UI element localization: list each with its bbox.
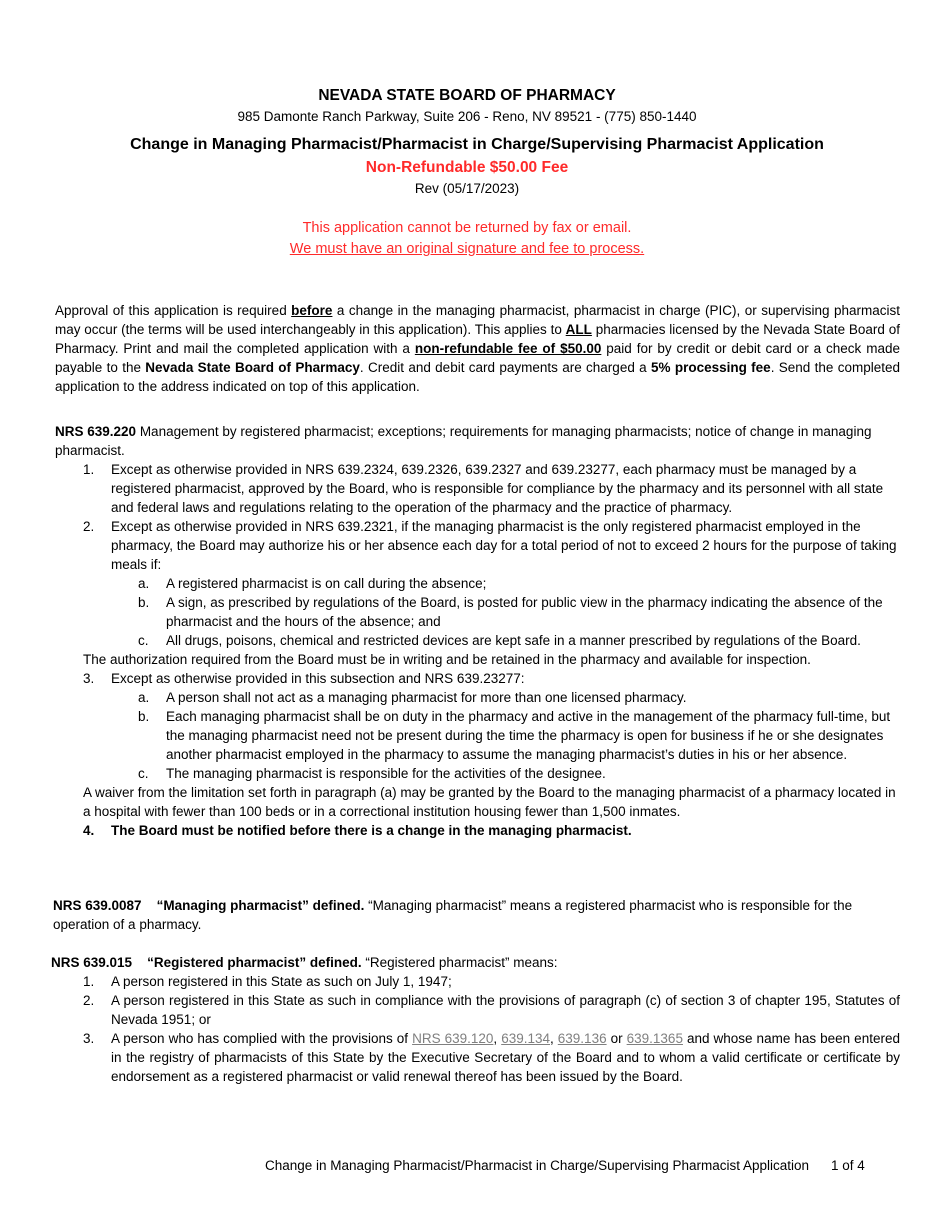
subitem-text: The managing pharmacist is responsible for the activities of the designee.	[166, 766, 606, 781]
list-subitem	[55, 688, 900, 707]
nrs-639-015-code: NRS 639.015	[51, 955, 133, 970]
separator: ,	[493, 1031, 502, 1046]
nrs-639-220-section	[55, 422, 900, 840]
nrs-639-015-section	[51, 953, 900, 1086]
intro-text-1: Approval of this application is required	[55, 303, 292, 318]
nrs-639-0087-section	[53, 896, 900, 934]
item-text: A person who has complied with the provisions of	[111, 1031, 413, 1046]
list-item	[51, 972, 900, 991]
intro-text-5: . Credit and debit card payments are charged a	[359, 360, 651, 375]
subitem-letter: c.	[138, 633, 149, 648]
intro-paragraph	[55, 301, 900, 396]
list-subitem	[55, 593, 900, 631]
revision-date: Rev (05/17/2023)	[414, 181, 520, 196]
separator: ,	[550, 1031, 558, 1046]
nrs-639-220-code: NRS 639.220	[55, 424, 137, 439]
authorization-note: The authorization required from the Board must be in writing and be retained in the pharmacy and available for inspection.	[83, 652, 811, 667]
link-639-134[interactable]: 639.134	[501, 1031, 550, 1046]
warning-line-2	[0, 240, 934, 259]
intro-text-4: paid for by credit or debit card or a check made payable to the	[55, 341, 900, 375]
item-text: Except as otherwise provided in NRS 639.2324, 639.2326, 639.2327 and 639.23277, each pharmacy must be managed by a registered pharmacist, approved by the Board, who is responsible for compliance by the pharmacy and its personnel with all state and federal laws and regulations relating to the operation of the pharmacy and the practice of pharmacy.	[111, 462, 884, 515]
nrs-639-0087-term: “Managing pharmacist” defined.	[156, 898, 365, 913]
item-text: Except as otherwise provided in NRS 639.2321, if the managing pharmacist is the only registered pharmacist employed in the pharmacy, the Board may authorize his or her absence each day for a total period of not to exceed 2 hours for the purpose of taking meals if:	[111, 519, 897, 572]
subitem-text: A sign, as prescribed by regulations of the Board, is posted for public view in the pharmacy indicating the absence of the pharmacist and the hours of the absence; and	[166, 595, 883, 629]
separator: or	[606, 1031, 627, 1046]
nrs-639-015-text: “Registered pharmacist” means:	[361, 955, 558, 970]
nrs-639-220-title: Management by registered pharmacist; exceptions; requirements for managing pharmacists; notice of change in managing pharmacist.	[55, 424, 872, 458]
subitem-letter: c.	[138, 766, 149, 781]
nrs-639-220-heading	[55, 422, 900, 460]
intro-processing-fee: 5% processing fee	[650, 360, 771, 375]
subitem-text: A registered pharmacist is on call during the absence;	[166, 576, 487, 591]
nrs-639-015-term: “Registered pharmacist” defined.	[147, 955, 362, 970]
list-item	[51, 991, 900, 1029]
item-number: 2.	[83, 519, 95, 534]
item-text: A person registered in this State as such in compliance with the provisions of paragraph (c) of section 3 of chapter 195, Statutes of Nevada 1951; or	[111, 993, 900, 1027]
item-number: 1.	[83, 462, 95, 477]
subitem-letter: a.	[138, 576, 150, 591]
list-subitem	[55, 574, 900, 593]
subitem-text: Each managing pharmacist shall be on duty in the pharmacy and active in the management of the pharmacy full-time, but the managing pharmacist need not be present during the time the pharmacy is open for business if he or she designates another pharmacist employed in the pharmacy to assume the managing pharmacist’s duties in his or her absence.	[166, 709, 891, 762]
nrs-639-015-heading	[51, 953, 900, 972]
intro-all: ALL	[565, 322, 592, 337]
link-639-1365[interactable]: 639.1365	[626, 1031, 683, 1046]
intro-fee: non-refundable fee of $50.00	[414, 341, 602, 356]
page-number: 1 of 4	[831, 1158, 865, 1173]
footer-title: Change in Managing Pharmacist/Pharmacist in Charge/Supervising Pharmacist Application	[265, 1158, 810, 1173]
org-name: NEVADA STATE BOARD OF PHARMACY	[318, 87, 616, 104]
item-number: 2.	[83, 993, 95, 1008]
subitem-letter: a.	[138, 690, 150, 705]
intro-text-6: . Send the completed application to the address indicated on top of this application.	[55, 360, 900, 394]
item-text: The Board must be notified before there is a change in the managing pharmacist.	[111, 823, 632, 838]
link-639-136[interactable]: 639.136	[557, 1031, 607, 1046]
org-address: 985 Damonte Ranch Parkway, Suite 206 - Reno, NV 89521 - (775) 850-1440	[237, 109, 697, 124]
list-item	[51, 1029, 900, 1086]
list-subitem	[55, 707, 900, 764]
intro-text-2: a change in the managing pharmacist, pharmacist in charge (PIC), or supervising pharmacist may occur (the terms will be used interchangeably in this application). This applies to	[55, 303, 900, 337]
warning-line-1: This application cannot be returned by fax or email.	[302, 220, 632, 236]
intro-text-3: pharmacies licensed by the Nevada State Board of Pharmacy. Print and mail the completed application with a	[55, 322, 900, 356]
list-item	[55, 460, 900, 517]
item-number: 1.	[83, 974, 95, 989]
list-item	[55, 517, 900, 574]
intro-board: Nevada State Board of Pharmacy	[145, 360, 360, 375]
item-number: 3.	[83, 671, 95, 686]
intro-before: before	[291, 303, 333, 318]
item-number: 3.	[83, 1031, 95, 1046]
waiver-note: A waiver from the limitation set forth in paragraph (a) may be granted by the Board to the managing pharmacist of a pharmacy located in a hospital with fewer than 100 beds or in a correctional institution housing fewer than 1,500 inmates.	[83, 785, 896, 819]
subitem-text: All drugs, poisons, chemical and restricted devices are kept safe in a manner prescribed by regulations of the Board.	[166, 633, 861, 648]
item-text: Except as otherwise provided in this subsection and NRS 639.23277:	[111, 671, 525, 686]
list-item	[55, 821, 900, 840]
item-number: 4.	[83, 823, 95, 838]
fee-notice: Non-Refundable $50.00 Fee	[365, 159, 569, 176]
nrs-639-0087-text: “Managing pharmacist” means a registered pharmacist who is responsible for the operation of a pharmacy.	[53, 898, 853, 932]
list-subitem	[55, 631, 900, 650]
item-text-continued: and whose name has been entered in the registry of pharmacists of this State by the Executive Secretary of the Board and to whom a valid certificate or certificate by endorsement as a registered pharmacist or valid renewal thereof has been issued by the Board.	[111, 1031, 900, 1084]
page-footer	[265, 1156, 865, 1175]
item-text: A person registered in this State as such on July 1, 1947;	[111, 974, 452, 989]
subitem-letter: b.	[138, 595, 150, 610]
subitem-letter: b.	[138, 709, 150, 724]
link-nrs-639-120[interactable]: NRS 639.120	[412, 1031, 494, 1046]
subitem-text: A person shall not act as a managing pharmacist for more than one licensed pharmacy.	[166, 690, 687, 705]
list-subitem	[55, 764, 900, 783]
warning-line-2-text: We must have an original signature and fee to process.	[289, 241, 645, 257]
form-title: Change in Managing Pharmacist/Pharmacist in Charge/Supervising Pharmacist Application	[130, 136, 824, 153]
nrs-639-0087-code: NRS 639.0087	[53, 898, 142, 913]
list-item	[55, 669, 900, 688]
